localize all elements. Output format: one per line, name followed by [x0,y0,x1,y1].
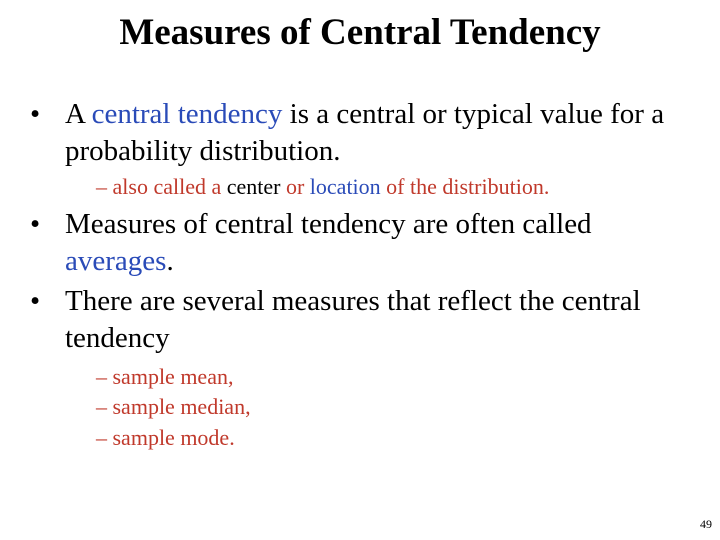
bullet-marker: • [30,285,41,317]
slide-title: Measures of Central Tendency [119,12,601,53]
sub-bullet-text: sample mean, [112,364,234,389]
bullet-marker: • [30,208,41,240]
sub-bullet-item [96,423,696,452]
bullet-item [30,96,680,170]
bullet-text-part: . [166,245,174,277]
bullet-text-part: A [65,98,92,130]
sub-bullet-text [113,174,550,199]
bullet-marker: • [30,98,41,130]
sub-bullet-item [96,392,696,421]
bullet-text: There are several measures that reflect the central tendency [65,285,641,354]
page-number: 49 [700,517,712,531]
highlight-term: location [309,174,381,199]
sub-bullet-item [96,172,696,201]
sub-bullet-text: sample median, [112,394,251,419]
highlight-term: central tendency [91,98,283,130]
bullet-text-part: is a central or typical value for a probability distribution. [65,98,665,167]
bullet-text [65,206,680,280]
bullet-text-part: Measures of central tendency are often called [65,208,592,240]
sub-bullet-item [96,362,696,391]
highlight-term: averages [65,245,167,277]
bullet-text [65,96,680,170]
sub-text-part: center [226,174,281,199]
dash-marker: – [96,425,107,450]
bullet-item [30,283,680,357]
sub-text-part: or [280,174,310,199]
dash-marker: – [96,394,107,419]
sub-text-part: of the distribution. [380,174,550,199]
sub-text-part: also called a [112,174,227,199]
dash-marker: – [96,174,107,199]
bullet-item [30,206,680,280]
dash-marker: – [96,364,107,389]
sub-bullet-text: sample mode. [112,425,235,450]
